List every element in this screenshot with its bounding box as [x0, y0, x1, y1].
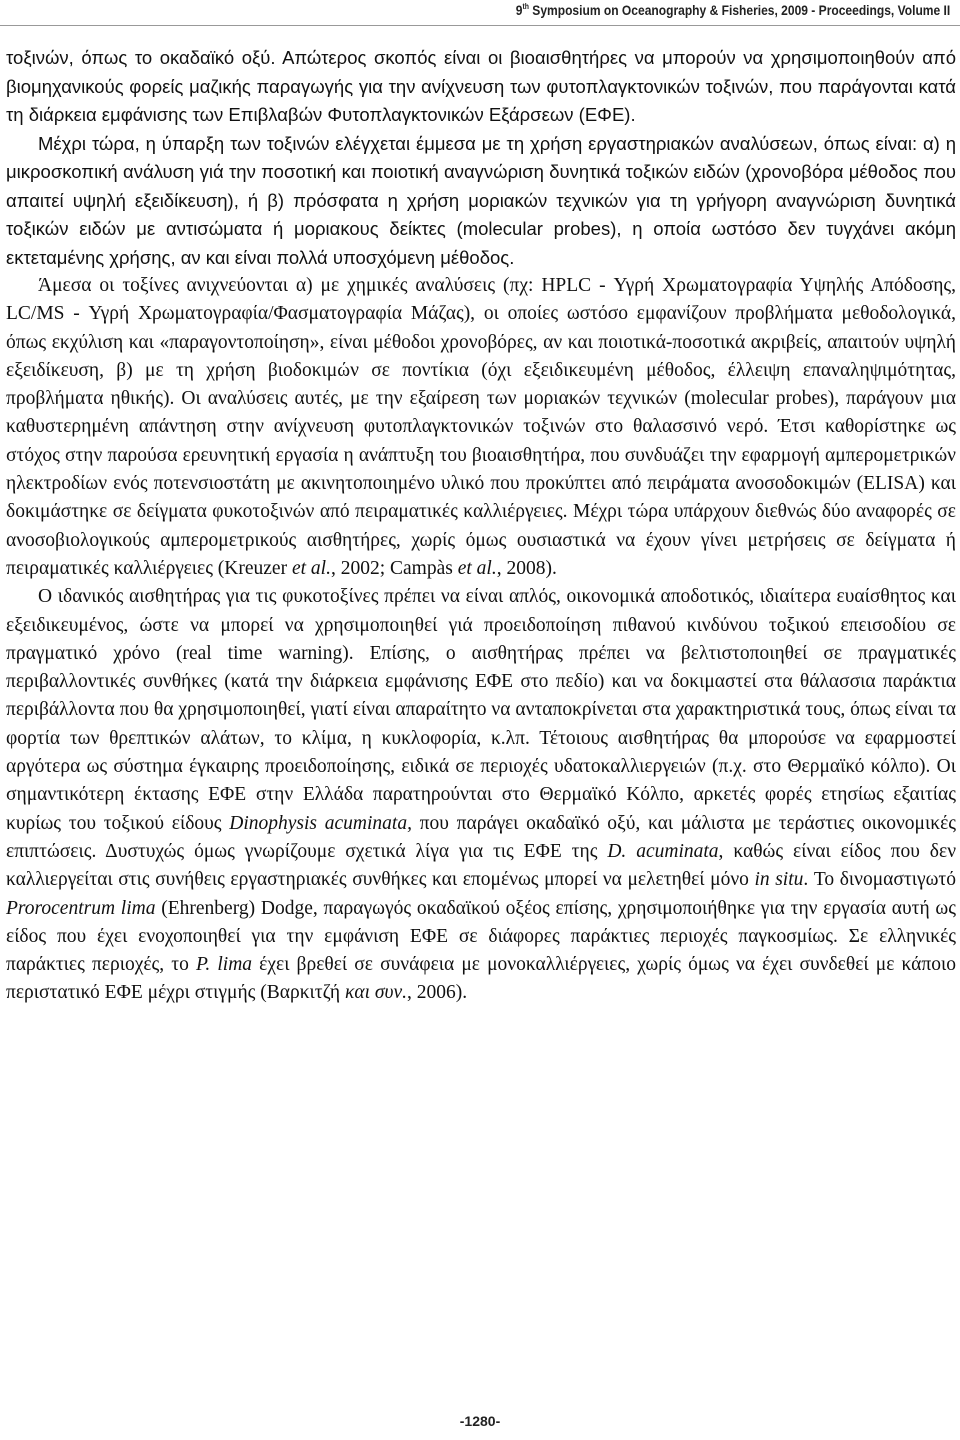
citation-et-al: και συν.	[344, 982, 407, 1004]
header-title: Symposium on Oceanography & Fisheries, 2009 - Proceedings, Volume II	[528, 2, 950, 18]
latin-term: in situ	[754, 869, 804, 891]
species-name: Prorocentrum lima	[6, 897, 156, 919]
paragraph-4-text-cont: που παράγει οκαδαϊκό οξύ, και μάλιστα με τεράστιες οικονομικές επιπτώσεις. Δυστυχώς όμως γνωρίζουμε σχετικά λίγα για τις ΕΦΕ της	[6, 812, 956, 862]
header-divider	[0, 25, 960, 26]
paragraph-2-text: Μέχρι τώρα, η ύπαρξη των τοξινών ελέγχεται έμμεσα με τη χρήση εργαστηριακών αναλύσεων, όπως είναι: α) η μικροσκοπική ανάλυση γιά την ποσοτική και ποιοτική αναγνώριση δυνητικά τοξικών ειδών (χρονοβόρα μέθοδος που απαιτεί υψηλή εξειδίκευση), ή β) πρόσφατα η χρήση μοριακών τεχνικών για τη γρήγορη αναγνώριση δυνητικά τοξικών ειδών με αντισώματα ή μοριακους δείκτες (molecular probes), η οποία ωστόσο δεν τυγχάνει ακόμη εκτεταμένης χρήσης, αν και είναι πολλά υποσχόμενη μέθοδος.	[6, 132, 956, 268]
running-header	[515, 2, 950, 18]
paragraph-2	[6, 130, 956, 273]
species-name: D. acuminata	[607, 840, 719, 862]
header-ordinal-suffix: th	[522, 2, 529, 11]
header-edition-number: 9	[515, 2, 523, 18]
page-number: -1280-	[459, 1413, 501, 1429]
species-name: Dinophysis acuminata,	[229, 812, 412, 834]
paragraph-3	[6, 272, 956, 583]
paragraph-4-text: Ο ιδανικός αισθητήρας για τις φυκοτοξίνες πρέπει να είναι απλός, οικονομικά αποδοτικός, ιδιαίτερα ευαίσθητος και εξειδικευμένος, ώστε να μπορεί να χρησιμοποιηθεί γιά προειδοποίηση πιθανού κινδύνου τοξικού επεισοδίου σε πραγματικό χρόνο (real time warning). Επίσης, ο αισθητήρας πρέπει να βελτιστοποιηθεί σε πραγματικές περιβαλλοντικές συνθήκες (κατά την διάρκεια εμφάνισης ΕΦΕ στο πεδίο) και να δοκιμαστεί στα θάλασσια παράκτια περιβάλλοντα που θα χρησιμοποιηθεί, γιατί είναι απαραίτητο να ανταποκρίνεται στα χαρακτηριστικά τους, όπως είναι τα φορτία των θρεπτικών αλάτων, το κλίμα, η κυκλοφορία, κ.λπ. Τέτοιους αισθητήρας θα μπορούσε να εφαρμοστεί αργότερα ως σύστημα έγκαιρης προειδοποίησης, ειδικά σε περιοχές υδατοκαλλιεργειών (π.χ. στο Θερμαϊκό κόλπο). Οι σημαντικότερη έκτασης ΕΦΕ στην Ελλάδα παρατηρούνται στο Θερμαϊκό Κόλπο, αρκετές φορές ετησίως εξαιτίας κυρίως του τοξικού είδους	[6, 586, 956, 834]
article-body	[6, 44, 956, 1008]
paragraph-4-text-cont: . Το δινομαστιγωτό	[803, 869, 957, 891]
paragraph-4-text-end: , 2006).	[406, 982, 468, 1004]
paragraph-1-text: τοξινών, όπως το οκαδαϊκό οξύ. Απώτερος σκοπός είναι οι βιοαισθητήρες να μπορούν να χρησιμοποιηθούν από βιομηχανικούς φορείς μαζικής παραγωγής για την ανίχνευση των φυτοπλαγκτονικών τοξινών, που παράγονται κατά τη διάρκεια εμφάνισης των Επιβλαβών Φυτοπλαγκτονικών Εξάρσεων (ΕΦΕ).	[6, 47, 956, 125]
citation-et-al: et al.	[457, 557, 497, 579]
paragraph-4	[6, 583, 956, 1007]
species-name: P. lima	[195, 954, 253, 976]
citation-et-al: et al.	[291, 557, 331, 579]
paragraph-4-text-cont: έχει βρεθεί σε συνάφεια με μονοκαλλιέργειες, χωρίς όμως να έχει συνδεθεί με κάποιο περιστατικό ΕΦΕ μέχρι στιγμής (Βαρκιτζή	[6, 954, 956, 1004]
paragraph-4-text-cont: (Ehrenberg) Dodge, παραγωγός οκαδαϊκού οξέος επίσης, χρησιμοποιήθηκε για την εργασία αυτή ως είδος που έχει ενοχοποιηθεί για την εμφάνιση ΕΦΕ σε διάφορες παράκτιες περιοχές παγκοσμίως. Σε ελληνικές παράκτιες περιοχές, το	[6, 897, 956, 976]
paragraph-4-text-cont: , καθώς είναι είδος που δεν καλλιεργείται στις συνήθεις εργαστηριακές συνθήκες και επομένως μπορεί να μελετηθεί μόνο	[6, 840, 957, 891]
paragraph-3-text-end: , 2008).	[496, 557, 557, 579]
paragraph-3-text: Άμεσα οι τοξίνες ανιχνεύονται α) με χημικές αναλύσεις (πχ: HPLC - Υγρή Χρωματογραφία Υψηλής Απόδοσης, LC/MS - Υγρή Χρωματογραφία/Φασματογραφία Μάζας), οι οποίες ωστόσο εμφανίζουν προβλήματα μεθοδολογικά, όπως εκχύλιση και «παραγοντοποίηση», είναι μέθοδοι χρονοβόρες, αν και ποιοτικά-ποσοτικά ακριβείς, απαιτούν υψηλή εξειδίκευση, β) με τη χρήση βιοδοκιμών σε ποντίκια (όχι εξειδικευμένη μέθοδος, έλλειψη επαναληψιμότητας, προβλήματα ηθικής). Οι αναλύσεις αυτές, με την εξαίρεση των μοριακών τεχνικών (molecular probes), παράγουν μια καθυστερημένη απάντηση στην ανίχνευση φυτοπλαγκτονικών τοξινών στο θαλασσινό νερό. Έτσι καθορίστηκε ως στόχος στην παρούσα ερευνητική εργασία η ανάπτυξη του βιοαισθητήρα, που συνδυάζει την εφαρμογή αμπερομετρικών ηλεκτροδίων ενός ποτενσιοστάτη με ακινητοποιημένο υλικό που προκύπτει από πειράματα ανοσοδοκιμών (ELISA) και δοκιμάστηκε σε δείγματα φυκοτοξινών από πειραματικές καλλιέργειες. Μέχρι τώρα υπάρχουν διεθνώς δύο αναφορές σε ανοσοβιολογικούς αμπερομετρικούς αισθητήρες, χωρίς όμως ουσιαστικά να έχουν γίνει μετρήσεις σε δείγματα ή πειραματικές καλλιέργειες (Kreuzer	[6, 275, 956, 579]
paragraph-1	[6, 44, 956, 130]
paragraph-3-text-cont: , 2002; Campàs	[330, 557, 458, 579]
